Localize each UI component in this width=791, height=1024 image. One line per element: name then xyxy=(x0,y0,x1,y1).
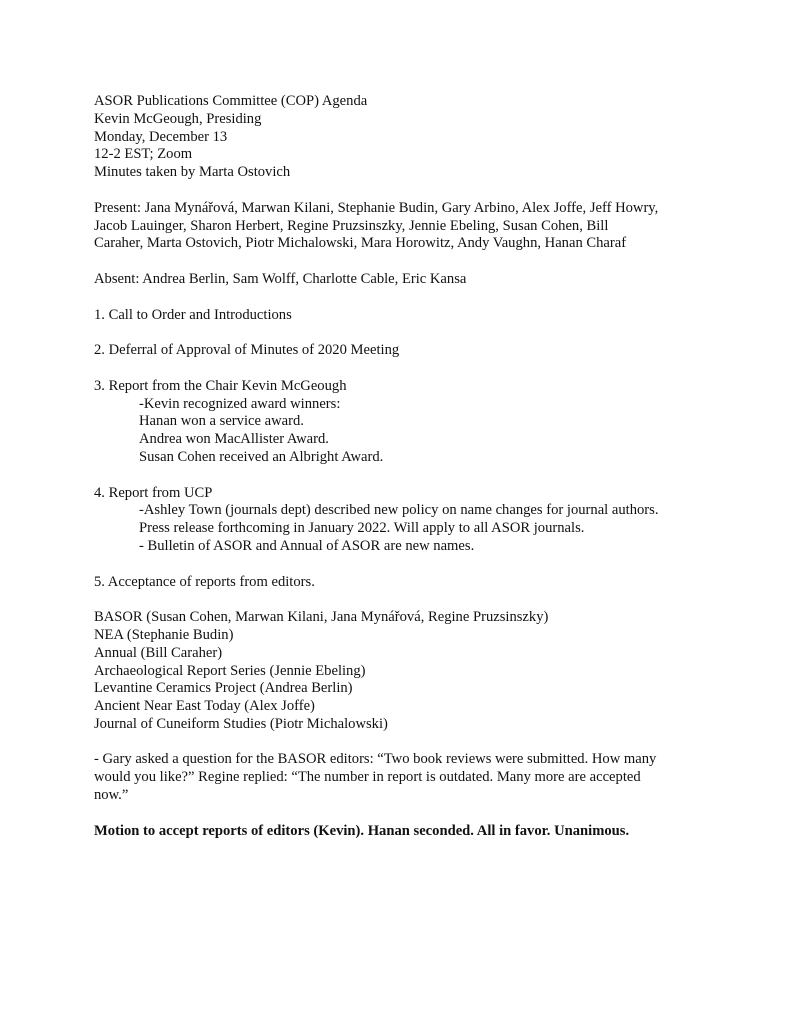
agenda-item-2: 2. Deferral of Approval of Minutes of 2020 Meeting xyxy=(94,342,400,359)
editor-entry: Ancient Near East Today (Alex Joffe) xyxy=(94,698,315,715)
spacer xyxy=(94,289,714,307)
presiding-line: Kevin McGeough, Presiding xyxy=(94,110,262,127)
agenda-item-4-line: Press release forthcoming in January 2022. Will apply to all ASOR journals. xyxy=(139,520,585,537)
agenda-item-4-line: - Bulletin of ASOR and Annual of ASOR are new names. xyxy=(139,537,475,554)
agenda-item-3-line: Hanan won a service award. xyxy=(139,413,304,430)
discussion-line: now.” xyxy=(94,787,129,804)
document-page xyxy=(94,93,714,840)
spacer xyxy=(94,360,714,378)
agenda-item-3-line: -Kevin recognized award winners: xyxy=(139,395,341,412)
editor-entry: BASOR (Susan Cohen, Marwan Kilani, Jana Mynářová, Regine Pruzsinszky) xyxy=(94,609,549,626)
editor-entry: Levantine Ceramics Project (Andrea Berlin) xyxy=(94,680,353,697)
spacer xyxy=(94,467,714,485)
present-line: Present: Jana Mynářová, Marwan Kilani, Stephanie Budin, Gary Arbino, Alex Joffe, Jeff Howry, xyxy=(94,199,659,216)
agenda-item-3-heading: 3. Report from the Chair Kevin McGeough xyxy=(94,377,347,394)
agenda-item-4 xyxy=(94,485,714,556)
header-block xyxy=(94,93,714,182)
spacer xyxy=(94,805,714,823)
discussion-line: would you like?” Regine replied: “The number in report is outdated. Many more are accepted xyxy=(94,769,641,786)
editor-entry: Annual (Bill Caraher) xyxy=(94,644,223,661)
editors-list xyxy=(94,609,714,734)
meeting-date: Monday, December 13 xyxy=(94,128,228,145)
spacer xyxy=(94,182,714,200)
spacer xyxy=(94,734,714,752)
spacer xyxy=(94,324,714,342)
editor-entry: Archaeological Report Series (Jennie Ebeling) xyxy=(94,662,366,679)
editor-entry: NEA (Stephanie Budin) xyxy=(94,626,234,643)
absent-line: Absent: Andrea Berlin, Sam Wolff, Charlotte Cable, Eric Kansa xyxy=(94,270,467,287)
spacer xyxy=(94,556,714,574)
document-title: ASOR Publications Committee (COP) Agenda xyxy=(94,93,368,109)
agenda-item-1: 1. Call to Order and Introductions xyxy=(94,306,292,323)
editor-entry: Journal of Cuneiform Studies (Piotr Michalowski) xyxy=(94,715,388,732)
minutes-taker: Minutes taken by Marta Ostovich xyxy=(94,164,291,181)
present-line: Jacob Lauinger, Sharon Herbert, Regine Pruzsinszky, Jennie Ebeling, Susan Cohen, Bill xyxy=(94,217,609,234)
spacer xyxy=(94,591,714,609)
discussion-line: - Gary asked a question for the BASOR editors: “Two book reviews were submitted. How many xyxy=(94,751,657,768)
agenda-item-3-line: Susan Cohen received an Albright Award. xyxy=(139,448,384,465)
present-paragraph xyxy=(94,200,714,253)
agenda-item-3-line: Andrea won MacAllister Award. xyxy=(139,431,329,448)
present-line: Caraher, Marta Ostovich, Piotr Michalowski, Mara Horowitz, Andy Vaughn, Hanan Charaf xyxy=(94,235,627,252)
agenda-item-5: 5. Acceptance of reports from editors. xyxy=(94,573,315,590)
agenda-item-4-line: -Ashley Town (journals dept) described new policy on name changes for journal authors. xyxy=(139,502,659,519)
meeting-time: 12-2 EST; Zoom xyxy=(94,146,193,163)
spacer xyxy=(94,253,714,271)
discussion-paragraph xyxy=(94,751,714,804)
agenda-item-3 xyxy=(94,378,714,467)
agenda-item-4-heading: 4. Report from UCP xyxy=(94,484,213,501)
motion-line: Motion to accept reports of editors (Kevin). Hanan seconded. All in favor. Unanimous. xyxy=(94,822,630,839)
